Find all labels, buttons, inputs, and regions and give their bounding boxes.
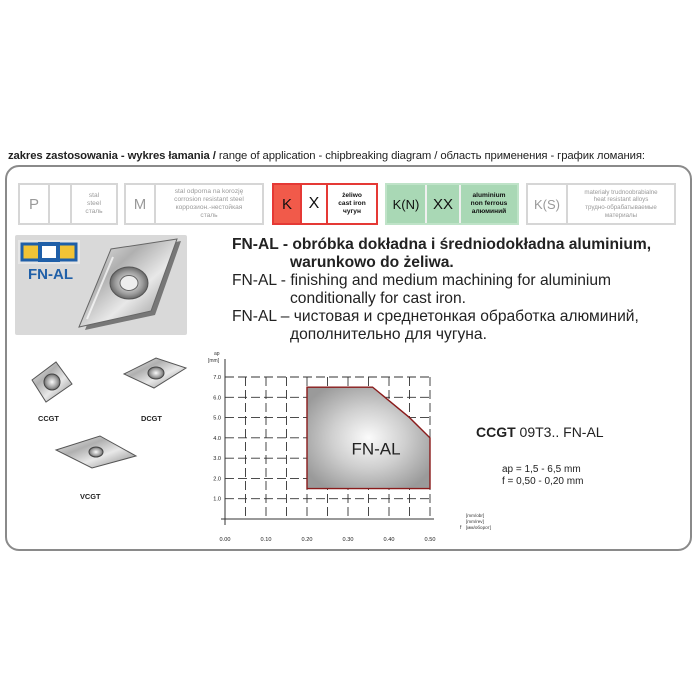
material-s-letter: K(S) [528, 185, 568, 223]
x-axis-label: f [460, 525, 462, 531]
material-p-text [72, 185, 116, 223]
m-text-0: stal odporna na korozję [174, 188, 244, 195]
param-ap: ap = 1,5 - 6,5 mm [502, 464, 581, 475]
m-text-2: коррозион.-нестойкая [175, 204, 243, 211]
s-text-3: материалы [604, 211, 638, 219]
n-text-2: алюминий [471, 208, 507, 215]
title-pl-line2: warunkowo do żeliwa. [290, 254, 454, 271]
x-tick-label: 0.20 [301, 537, 313, 543]
material-k-group [272, 183, 378, 225]
material-n-group [385, 183, 519, 225]
chipbreaking-chart [200, 345, 510, 545]
m-text-1: corrosion resistant steel [174, 196, 244, 203]
range-header [8, 150, 645, 162]
material-p-group [18, 183, 118, 225]
k-text-2: чугун [343, 208, 361, 215]
model-rest: 09T3.. FN-AL [515, 424, 604, 440]
s-text-1: heat resistant alloys [593, 196, 649, 204]
material-k-letter: K [274, 185, 302, 223]
s-text-2: трудно-обрабатываемые [585, 204, 657, 211]
material-n-letter: K(N) [387, 185, 427, 223]
model-name: CCGT [476, 424, 516, 440]
x-tick-label: 0.50 [424, 537, 436, 543]
material-n-mark: XX [427, 185, 461, 223]
k-text-0: żeliwo [342, 192, 362, 199]
title-ru-line2: дополнительно для чугуна. [290, 326, 487, 343]
fn-al-region [307, 387, 430, 488]
y-tick-label: 2.0 [213, 476, 221, 483]
material-m-text [156, 185, 262, 223]
y-tick-label: 6.0 [213, 395, 221, 402]
insert-vcgt-photo [54, 432, 138, 472]
m-text-3: сталь [200, 212, 218, 219]
x-unit-2: [мм/оборот] [466, 525, 491, 530]
fn-al-badge-icon [18, 240, 80, 264]
title-en-line2: conditionally for cast iron. [290, 290, 466, 307]
param-f: f = 0,50 - 0,20 mm [502, 476, 584, 487]
material-p-letter: P [20, 185, 50, 223]
insert-ccgt-photo [26, 358, 76, 408]
y-tick-label: 7.0 [213, 375, 221, 381]
x-tick-label: 0.00 [219, 537, 231, 543]
k-text-1: cast iron [338, 200, 366, 207]
x-unit-0: [mm/obr] [466, 513, 485, 518]
material-s-text [568, 185, 674, 223]
material-k-mark: X [302, 185, 328, 223]
title-en-line1: FN-AL - finishing and medium machining for aluminium [232, 272, 612, 289]
p-text-2: сталь [85, 208, 103, 215]
x-tick-label: 0.40 [383, 537, 395, 543]
p-text-0: stal [88, 192, 100, 199]
p-text-1: steel [87, 200, 101, 207]
y-tick-label: 4.0 [213, 435, 221, 442]
region-label: FN-AL [351, 439, 401, 459]
n-text-0: aluminium [472, 192, 506, 199]
model-title [476, 424, 604, 440]
y-axis-label: ap [214, 351, 220, 357]
insert-dcgt-photo [120, 354, 190, 394]
x-tick-label: 0.10 [260, 537, 272, 543]
material-p-empty [50, 185, 72, 223]
material-n-text [461, 185, 517, 223]
header-bold: zakres zastosowania - wykres łamania / [8, 150, 216, 162]
title-ru-line1: FN-AL – чистовая и среднетонкая обработка алюминий, [232, 308, 639, 325]
y-axis-unit: [mm] [208, 358, 220, 364]
material-m-group [124, 183, 264, 225]
insert-dcgt-label: DCGT [141, 414, 162, 423]
y-tick-label: 5.0 [213, 415, 221, 422]
y-tick-label: 1.0 [213, 496, 221, 503]
y-tick-label: 3.0 [213, 456, 221, 463]
insert-vcgt-label: VCGT [80, 492, 101, 501]
n-text-1: non ferrous [470, 200, 508, 207]
header-rest: range of application - chipbreaking diagram / область применения - график ломания: [215, 150, 645, 162]
x-unit-1: [mm/rev] [466, 519, 484, 524]
x-tick-label: 0.30 [342, 537, 354, 543]
s-text-0: materiały trudnoobrabialne [584, 188, 658, 196]
insert-ccgt-label: CCGT [38, 414, 59, 423]
title-pl-line1: FN-AL - obróbka dokładna i średniodokładna aluminium, [232, 236, 652, 253]
fn-al-badge-label: FN-AL [28, 266, 73, 283]
material-k-text [328, 185, 376, 223]
material-m-letter: M [126, 185, 156, 223]
material-s-group [526, 183, 676, 225]
